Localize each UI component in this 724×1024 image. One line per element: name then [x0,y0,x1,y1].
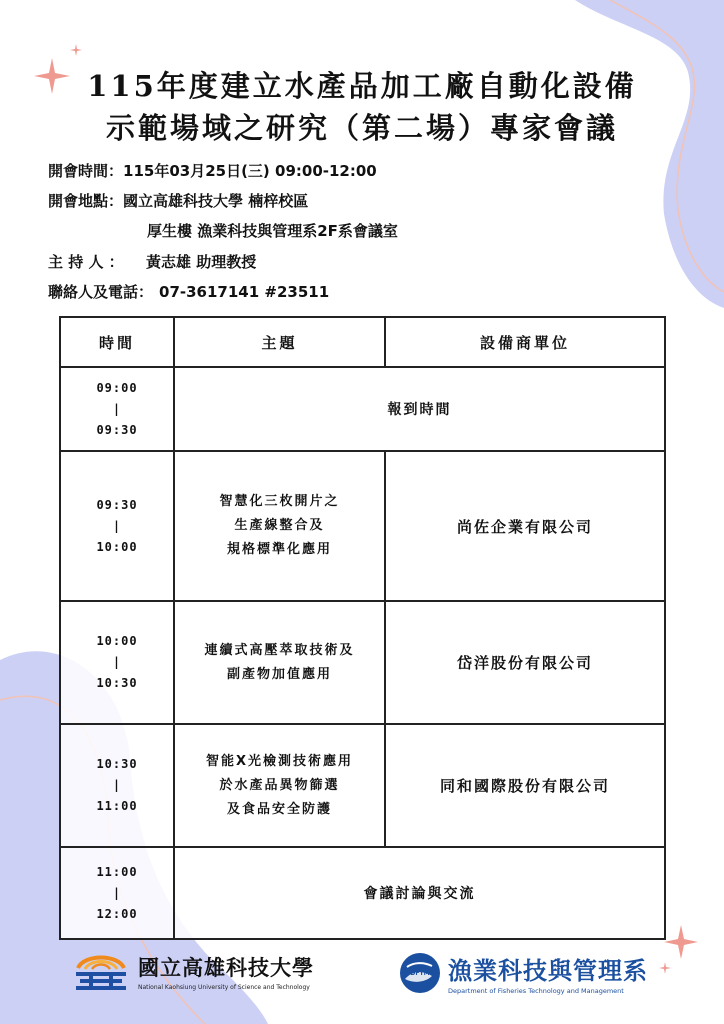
page-title-line-2: 示範場域之研究（第二場）專家會議 [105,111,618,145]
dftm-name: 漁業科技與管理系 [448,957,648,985]
meeting-place [48,190,308,211]
table-row [60,724,665,847]
table-row [60,601,665,724]
time-separator: | [112,885,122,900]
vendor-cell: 尚佐企業有限公司 [385,451,665,601]
time-start: 10:00 [96,634,138,648]
discussion-cell: 會議討論與交流 [174,847,665,939]
time-cell [60,451,174,601]
host-value: 黃志雄 助理教授 [146,253,257,271]
page-title-line-1: 115年度建立水產品加工廠自動化設備 [87,69,637,103]
dftm-logo [398,951,648,995]
topic-line: 於水產品異物篩選 [219,777,340,793]
topic-line: 及食品安全防護 [226,801,332,817]
topic-line: 規格標準化應用 [226,542,332,557]
meeting-place-value-2: 厚生樓 漁業科技與管理系2F系會議室 [147,222,398,240]
time-cell [60,601,174,724]
nkust-emblem-icon [72,948,130,994]
header-time: 時間 [60,317,174,367]
meeting-place-label: 開會地點： [48,192,124,210]
checkin-cell: 報到時間 [174,367,665,451]
table-row [60,847,665,939]
meeting-time-label: 開會時間： [48,162,124,180]
header-vendor: 設備商單位 [385,317,665,367]
dftm-badge-label: DFTM [410,970,430,977]
table-row [60,367,665,451]
vendor-cell: 同和國際股份有限公司 [385,724,665,847]
topic-line: 智能X光檢測技術應用 [205,753,354,769]
table-header-row [60,317,665,367]
time-separator: | [112,401,122,416]
time-start: 10:30 [96,757,138,771]
meeting-time-value: 115年03月25日(三) 09:00-12:00 [123,162,377,180]
topic-line: 智慧化三枚開片之 [219,494,340,509]
time-cell [60,724,174,847]
time-end: 10:30 [96,676,138,690]
schedule-table [59,316,666,940]
dftm-name-en: Department of Fisheries Technology and Management [448,987,624,995]
topic-line: 生產線整合及 [234,518,325,533]
time-separator: | [112,518,122,533]
time-end: 12:00 [96,906,138,921]
table-row [60,451,665,601]
contact [48,281,329,302]
nkust-name: 國立高雄科技大學 [138,954,314,980]
time-start: 11:00 [96,864,138,879]
nkust-name-en: National Kaohsiung University of Science and Technology [138,983,310,991]
header-topic: 主題 [174,317,385,367]
nkust-logo [72,948,314,994]
time-start: 09:00 [96,380,138,395]
meeting-time [48,160,377,181]
vendor-cell: 岱洋股份有限公司 [385,601,665,724]
contact-label: 聯絡人及電話： [48,283,154,301]
time-cell [60,847,174,939]
host-label: 主 持 人 ： [48,253,124,271]
topic-cell [174,724,385,847]
contact-value: 07-3617141 #23511 [159,283,330,301]
time-end: 09:30 [96,422,138,437]
time-cell [60,367,174,451]
time-separator: | [112,655,122,669]
topic-line: 副產物加值應用 [226,666,332,682]
time-end: 10:00 [96,539,138,554]
meeting-place-line-2 [147,220,398,241]
topic-cell [174,451,385,601]
time-start: 09:30 [96,497,138,512]
topic-line: 連續式高壓萃取技術及 [204,642,355,658]
topic-cell [174,601,385,724]
host [48,251,256,272]
time-end: 11:00 [96,799,138,813]
dftm-fish-emblem-icon [398,951,442,995]
meeting-place-value-1: 國立高雄科技大學 楠梓校區 [123,192,309,210]
time-separator: | [112,778,122,792]
